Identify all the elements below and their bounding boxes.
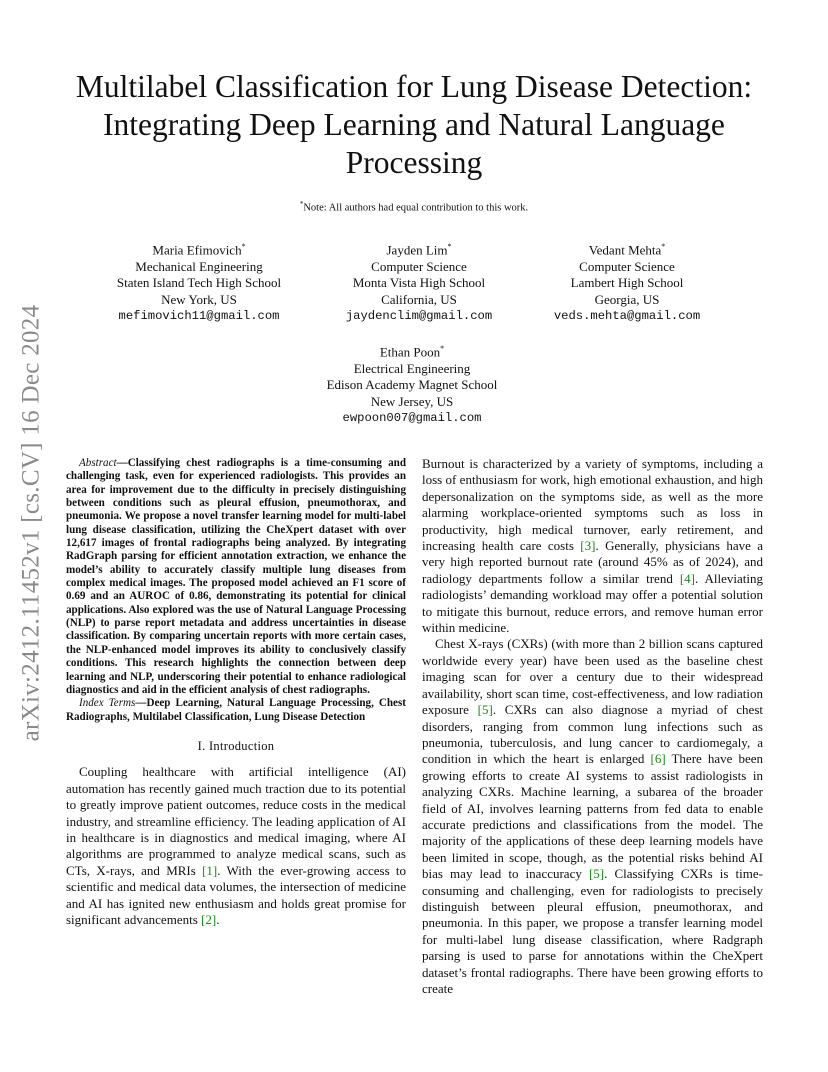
author-name-line: [299, 239, 539, 259]
author-dept: Computer Science: [579, 258, 675, 274]
abstract-text: —Classifying chest radiographs is a time-consuming and challenging task, even for experienced radiologists. This provides an area for improvement due to the difficulty in precisely distinguishing between conditions such as pleural effusion, pneumothorax, and pneumonia. We propose a novel transfer learning model for multi-label lung disease classification, utilizing the CheXpert dataset with over 12,617 images of frontal radiographs being analyzed. By integrating RadGraph parsing for efficient annotation extraction, we enhance the model’s ability to accurately classify multiple lung diseases from complex medical images. The proposed model achieved an F1 score of 0.69 and an AUROC of 0.86, demonstrating its potential for clinical applications. Also explored was the use of Natural Language Processing (NLP) to parse report metadata and address uncertainties in disease classification. By comparing uncertain reports with more certain cases, the NLP-enhanced model improves its ability to conclusively classify conditions. This research highlights the connection between deep learning and NLP, underscoring their potential to enhance radiological diagnostics and aid in the efficient analysis of chest radiographs.: [66, 457, 406, 696]
author-asterisk: *: [447, 242, 452, 251]
abstract-label: Abstract: [79, 457, 117, 469]
index-terms-text: —Deep Learning, Natural Language Processing, Chest Radiographs, Multilabel Classification, Lung Disease Detection: [66, 697, 406, 723]
citation-link[interactable]: [4]: [679, 570, 695, 586]
text-run: . CXRs can also diagnose a myriad of chest disorders, ranging from common lung infections such as pneumonia, tuberculosis, and lung cancer to cardiomegaly, a condition in which the heart is enlarged: [422, 702, 763, 767]
text-run: There have been growing efforts to create AI systems to assist radiologists in analyzing CXRs. Machine learning, a subarea of the broader field of AI, involves learning patterns from fed data to enable accurate predictions and classifications from the model. The majority of the applications of these deep learning models have been limited in scope, though, as the potential risks behind AI bias may lead to inaccuracy: [422, 751, 763, 882]
author-name-line: [292, 341, 532, 361]
author-school: Edison Academy Magnet School: [326, 377, 498, 393]
author-dept: Electrical Engineering: [353, 360, 471, 376]
section-heading: I. Introduction: [197, 738, 275, 753]
text-run: .: [216, 911, 220, 927]
abstract: [66, 457, 406, 724]
author-name-line: [507, 239, 747, 259]
author-email: mefimovich11@gmail.com: [118, 309, 280, 324]
author-location: New York, US: [161, 291, 237, 307]
index-terms-label: Index Terms: [79, 697, 136, 710]
intro-paragraph: [66, 764, 406, 928]
author-asterisk: *: [241, 242, 246, 251]
author-name: Maria Efimovich: [152, 242, 242, 258]
text-run: Coupling healthcare with artificial intelligence (AI) automation has recently gained much traction due to its potential to greatly improve patient outcomes, reduce costs in the medical industry, and streamline efficiency. The leading application of AI in healthcare is in diagnostics and medical imaging, where AI algorithms are programmed to analyze medical scans, such as CTs, X-rays, and MRIs: [66, 764, 406, 878]
text-run: . With the ever-growing access to scientific and medical data volumes, the intersection of medicine and AI has ignited new enthusiasm and holds great promise for significant advancements: [66, 862, 406, 927]
text-run: . Alleviating radiologists’ demanding workload may offer a potential solution to mitigate this burnout, reduce errors, and remove human error within medicine.: [422, 570, 763, 636]
citation-link[interactable]: [2]: [201, 911, 217, 927]
citation-link[interactable]: [1]: [202, 862, 218, 878]
author-email: jaydenclim@gmail.com: [345, 309, 493, 324]
cxr-paragraph: [422, 636, 763, 997]
index-terms: [66, 697, 406, 724]
arxiv-stamp-text: arXiv:2412.11452v1 [cs.CV] 16 Dec 2024: [17, 304, 45, 741]
citation-link[interactable]: [5]: [477, 702, 493, 718]
author-name: Jayden Lim: [386, 242, 448, 258]
author-dept: Mechanical Engineering: [135, 258, 263, 274]
author-block: [79, 239, 319, 325]
author-school: Monta Vista High School: [352, 275, 486, 291]
author-email: veds.mehta@gmail.com: [553, 309, 701, 324]
author-email: ewpoon007@gmail.com: [342, 411, 482, 426]
abstract-paragraph: [66, 457, 406, 697]
author-school: Staten Island Tech High School: [116, 275, 282, 291]
author-name: Vedant Mehta: [588, 242, 662, 258]
paper-title: Multilabel Classification for Lung Disease Detection: Integrating Deep Learning and Natural Language Processing: [75, 69, 753, 180]
author-name-line: [79, 239, 319, 259]
author-location: Georgia, US: [594, 291, 660, 307]
citation-link[interactable]: [3]: [580, 538, 596, 554]
citation-link[interactable]: [6]: [650, 751, 666, 767]
citation-link[interactable]: [5]: [588, 866, 605, 882]
author-location: New Jersey, US: [370, 393, 454, 409]
burnout-paragraph: [422, 456, 763, 636]
author-asterisk: *: [661, 242, 666, 251]
author-name: Ethan Poon: [379, 344, 441, 360]
right-column: [422, 456, 763, 997]
author-asterisk: *: [440, 344, 445, 353]
author-note: [0, 200, 828, 214]
arxiv-stamp: [16, 285, 46, 760]
note-asterisk: *: [299, 200, 304, 208]
author-block: [299, 239, 539, 325]
left-column: [66, 457, 406, 928]
text-run: . Generally, physicians have a very high reported burnout rate (around 45% as of 2024), and radiology departments follow a similar trend: [422, 538, 763, 586]
author-block: [292, 341, 532, 427]
author-dept: Computer Science: [371, 258, 467, 274]
text-run: Burnout is characterized by a variety of symptoms, including a loss of enthusiasm for work, high emotional exhaustion, and high depersonalization on the symptoms side, as well as the more alarming workplace-oriented symptoms such as loss in productivity, high medical turnover, early retirement, and increasing health care costs: [422, 456, 763, 554]
text-run: Chest X-rays (CXRs) (with more than 2 billion scans captured worldwide every year) have been used as the baseline chest imaging scan for over a century due to their widespread availability, short scan time, cost-effectiveness, and low radiation exposure: [422, 636, 763, 718]
note-text: Note: All authors had equal contribution to this work.: [303, 202, 529, 214]
author-block: [507, 239, 747, 325]
author-school: Lambert High School: [570, 275, 684, 291]
author-location: California, US: [381, 291, 457, 307]
text-run: . Classifying CXRs is time-consuming and challenging, even for radiologists to precisely distinguish between pleural effusion, pneumothorax, and pneumonia. In this paper, we propose a transfer learning model for multi-label lung disease classification, where Radgraph parsing is used to parse for annotations within the CheXpert dataset’s frontal radiographs. There have been growing efforts to create: [422, 866, 763, 996]
